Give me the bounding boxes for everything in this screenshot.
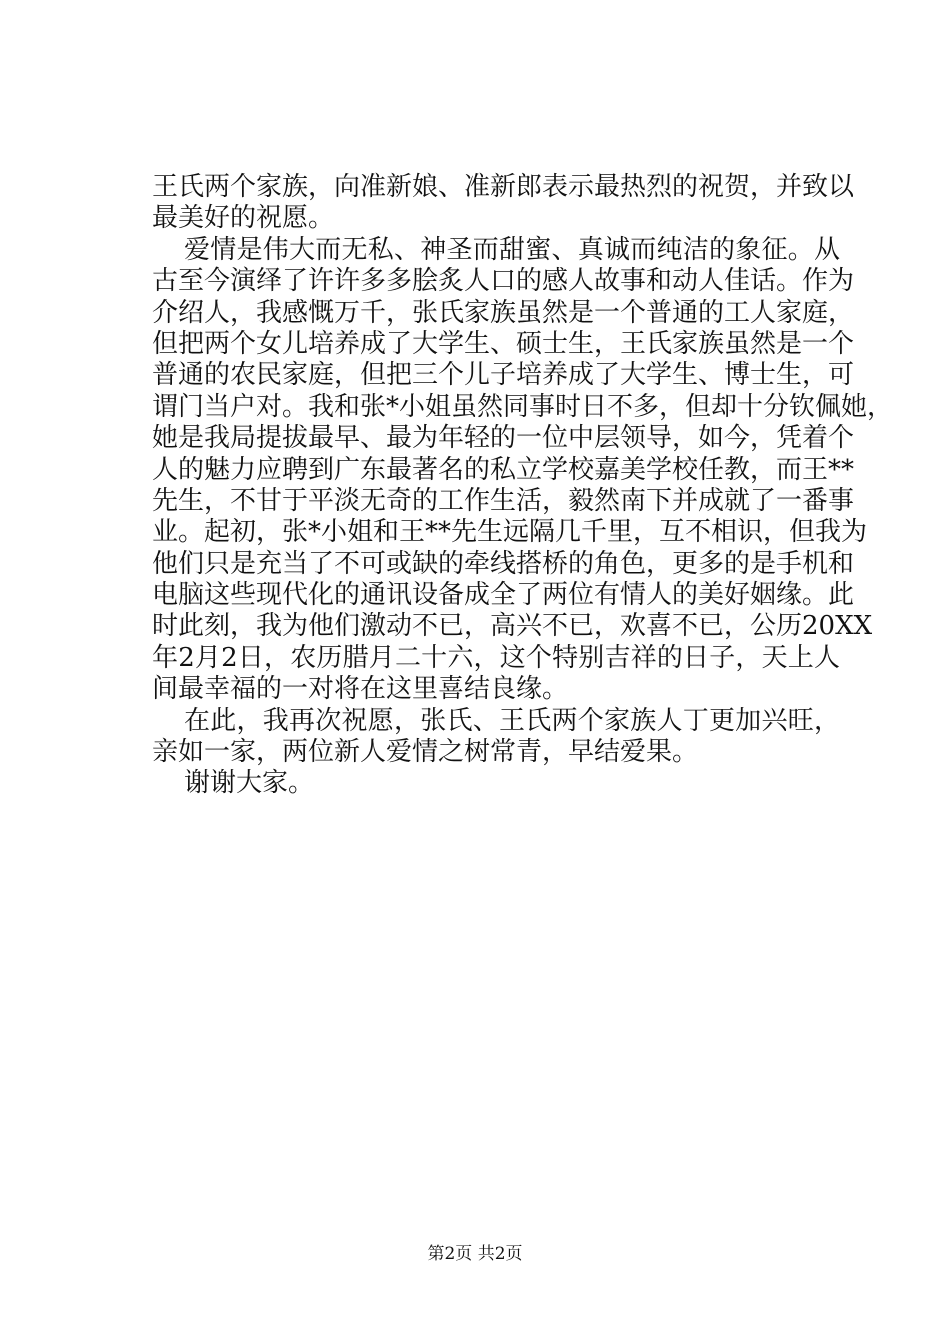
text-line: 年2月2日，农历腊月二十六，这个特别吉祥的日子，天上人	[152, 642, 840, 673]
text-line: 但把两个女儿培养成了大学生、硕士生，王氏家族虽然是一个	[152, 328, 855, 359]
text-line: 电脑这些现代化的通讯设备成全了两位有情人的美好姻缘。此	[152, 580, 855, 611]
paragraph-first-line: 谢谢大家。	[184, 768, 315, 799]
text-line: 业。起初，张*小姐和王**先生远隔几千里，互不相识，但我为	[152, 517, 868, 548]
text-line: 人的魅力应聘到广东最著名的私立学校嘉美学校任教，而王**	[152, 454, 855, 485]
paragraph-first-line: 爱情是伟大而无私、神圣而甜蜜、真诚而纯洁的象征。从	[184, 234, 840, 265]
text-line: 间最幸福的一对将在这里喜结良缘。	[152, 674, 569, 705]
text-line: 他们只是充当了不可或缺的牵线搭桥的角色，更多的是手机和	[152, 548, 855, 579]
page-number-footer: 第2页 共2页	[427, 1244, 523, 1264]
text-line: 亲如一家，两位新人爱情之树常青，早结爱果。	[152, 737, 699, 768]
text-line: 时此刻，我为他们激动不已，高兴不已，欢喜不已，公历20XX	[152, 611, 873, 642]
text-line: 最美好的祝愿。	[152, 203, 335, 234]
text-line: 先生，不甘于平淡无奇的工作生活，毅然南下并成就了一番事	[152, 485, 855, 516]
document-body	[152, 172, 894, 800]
text-line: 介绍人，我感慨万千，张氏家族虽然是一个普通的工人家庭，	[152, 297, 855, 328]
text-line: 王氏两个家族，向准新娘、准新郎表示最热烈的祝贺，并致以	[152, 172, 855, 202]
text-line: 古至今演绎了许许多多脍炙人口的感人故事和动人佳话。作为	[152, 266, 855, 297]
text-line: 谓门当户对。我和张*小姐虽然同事时日不多，但却十分钦佩她，	[152, 391, 894, 422]
text-line: 她是我局提拔最早、最为年轻的一位中层领导，如今，凭着个	[152, 423, 855, 454]
text-line: 普通的农民家庭，但把三个儿子培养成了大学生、博士生，可	[152, 360, 855, 391]
paragraph-first-line: 在此，我再次祝愿，张氏、王氏两个家族人丁更加兴旺，	[184, 705, 840, 736]
